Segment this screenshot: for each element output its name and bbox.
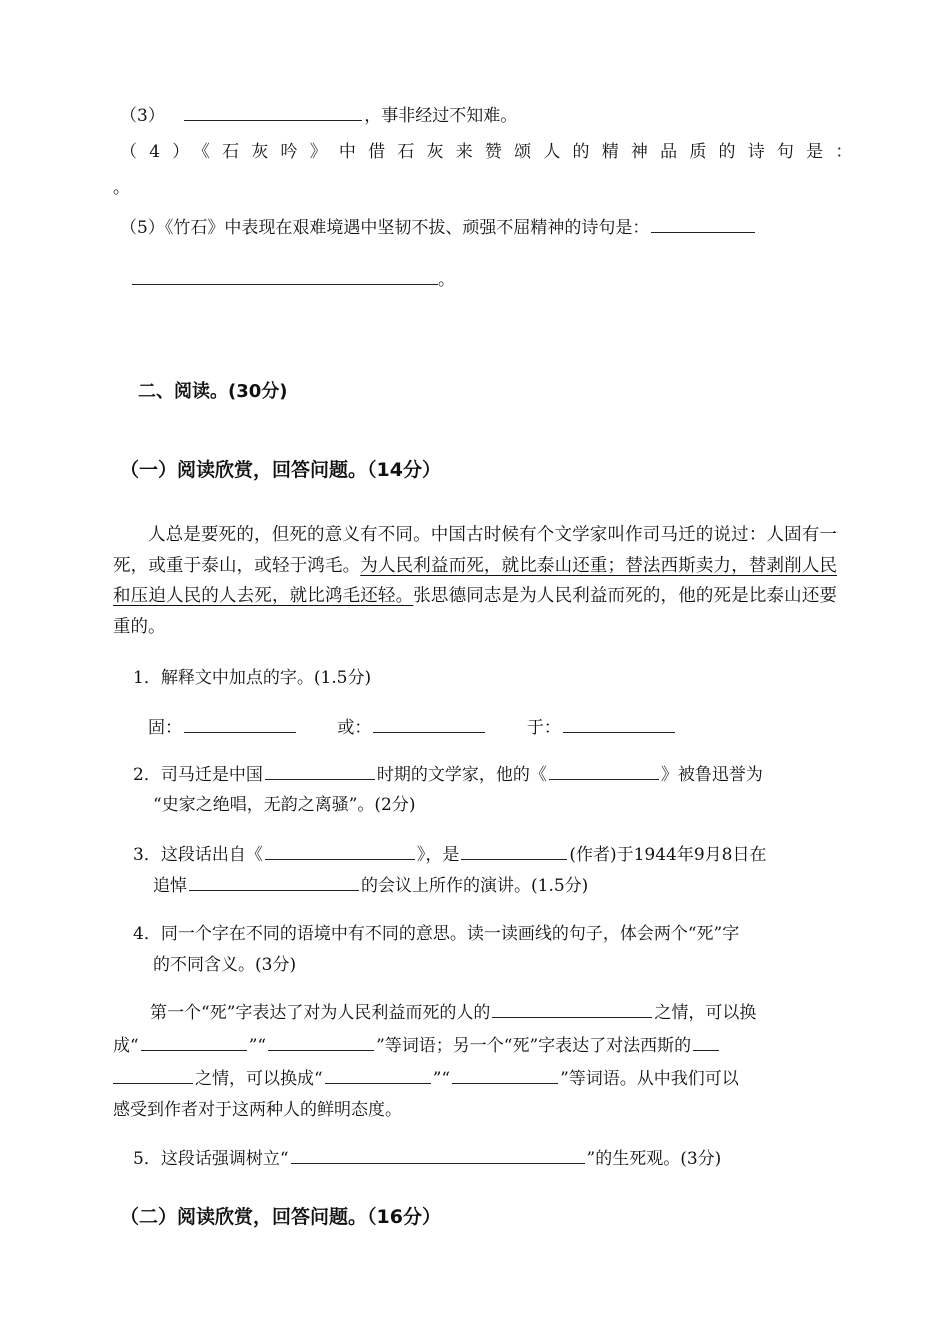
q4-end: 。 bbox=[113, 178, 130, 198]
q5-line2 bbox=[132, 267, 455, 292]
passage-underlined: 为人民利益而死，就比泰山还重；替法西斯卖力，替剥削人民和压迫人民的人去死，就比鸿毛还轻。 bbox=[113, 555, 838, 606]
q4ans-l3c: ”等词语。从中我们可以 bbox=[560, 1069, 739, 1089]
fill-question-4: （4）《石灰吟》中借石灰来赞颂人的精神品质的诗句是： bbox=[120, 142, 865, 162]
q4ans-l3b: ”“ bbox=[432, 1069, 451, 1089]
answer-blank[interactable] bbox=[132, 267, 438, 285]
q4ans-l1a: 第一个“死”字表达了对为人民利益而死的人的 bbox=[150, 1003, 491, 1023]
q4ans-l2c: ”等词语；另一个“死”字表达了对法西斯的 bbox=[376, 1036, 692, 1056]
passage-after: 张思德同志是为人民利益而死的，他的死是比泰山还要重的。 bbox=[113, 586, 838, 637]
answer-blank[interactable] bbox=[265, 762, 375, 780]
q3-part-2: 》，是 bbox=[416, 845, 460, 865]
q4ans-l2b: ”“ bbox=[248, 1036, 267, 1056]
q3-part-3: (作者)于1944年9月8日在 bbox=[569, 845, 767, 865]
q5-text: （5）《竹石》中表现在艰难境遇中坚韧不拔、顽强不屈精神的诗句是： bbox=[120, 218, 650, 238]
answer-blank[interactable] bbox=[184, 103, 362, 121]
answer-blank[interactable] bbox=[549, 762, 659, 780]
q5-part-1: 5．这段话强调树立“ bbox=[133, 1149, 289, 1169]
q4ans-l2a: 成“ bbox=[113, 1036, 139, 1056]
passage bbox=[113, 520, 837, 642]
answer-blank[interactable] bbox=[693, 1033, 719, 1051]
q3-part-1: 3．这段话出自《 bbox=[133, 845, 263, 865]
answer-blank[interactable] bbox=[184, 715, 296, 733]
question-4-answer-line2 bbox=[113, 1033, 721, 1058]
q5-end: 。 bbox=[438, 270, 455, 290]
question-4-answer-line3 bbox=[113, 1066, 739, 1091]
q5-part-2: ”的生死观。(3分) bbox=[586, 1149, 722, 1169]
fill-question-3 bbox=[120, 103, 517, 128]
section-2-title: 二、阅读。(30分) bbox=[138, 381, 288, 402]
answer-blank[interactable] bbox=[189, 873, 359, 891]
passage-before: 人总是要死的，但死的意义有不同。中国古时候有个文学家叫作司马迁的说过：人固有一死，或重于泰山，或轻于鸿毛。 bbox=[113, 525, 837, 576]
q2-part-2: 时期的文学家，他的《 bbox=[376, 765, 547, 785]
question-4-answer-line1 bbox=[150, 1000, 756, 1025]
answer-blank[interactable] bbox=[291, 1146, 585, 1164]
question-4-answer-line4: 感受到作者对于这两种人的鲜明态度。 bbox=[113, 1100, 402, 1120]
q4ans-l3a: 之情，可以换成“ bbox=[195, 1069, 323, 1089]
answer-blank[interactable] bbox=[563, 715, 675, 733]
question-3 bbox=[133, 842, 767, 867]
answer-blank[interactable] bbox=[452, 1066, 558, 1084]
answer-blank[interactable] bbox=[461, 842, 567, 860]
answer-blank[interactable] bbox=[325, 1066, 431, 1084]
answer-blank[interactable] bbox=[265, 842, 415, 860]
question-1: 1．解释文中加点的字。(1.5分) bbox=[133, 668, 372, 688]
answer-blank[interactable] bbox=[113, 1066, 193, 1084]
q2-part-1: 2．司马迁是中国 bbox=[133, 765, 263, 785]
question-2-line2: “史家之绝唱，无韵之离骚”。(2分) bbox=[153, 795, 416, 815]
answer-blank[interactable] bbox=[373, 715, 485, 733]
q3-line2-a: 追悼 bbox=[153, 876, 187, 896]
question-1-answers bbox=[148, 715, 677, 740]
q3-text: ，事非经过不知难。 bbox=[364, 106, 518, 126]
answer-blank[interactable] bbox=[651, 215, 755, 233]
part-2-title: （二）阅读欣赏，回答问题。（16分） bbox=[120, 1206, 441, 1228]
answer-blank[interactable] bbox=[268, 1033, 374, 1051]
question-3-line2 bbox=[153, 873, 588, 898]
part-1-title: （一）阅读欣赏，回答问题。（14分） bbox=[120, 459, 441, 481]
q4ans-l1b: 之情，可以换 bbox=[654, 1003, 757, 1023]
q1-label-b: 或： bbox=[337, 718, 372, 738]
q3-label: （3） bbox=[120, 106, 165, 126]
question-5 bbox=[133, 1146, 721, 1171]
fill-question-5 bbox=[120, 215, 757, 240]
answer-blank[interactable] bbox=[492, 1000, 652, 1018]
q1-label-c: 于： bbox=[526, 718, 561, 738]
q2-part-3: 》被鲁迅誉为 bbox=[660, 765, 763, 785]
q1-label-a: 固： bbox=[148, 718, 182, 738]
q3-line2-b: 的会议上所作的演讲。(1.5分) bbox=[361, 876, 589, 896]
answer-blank[interactable] bbox=[141, 1033, 247, 1051]
question-4-line2: 的不同含义。(3分) bbox=[153, 955, 297, 975]
question-2 bbox=[133, 762, 763, 787]
question-4: 4．同一个字在不同的语境中有不同的意思。读一读画线的句子，体会两个“死”字 bbox=[133, 924, 740, 944]
